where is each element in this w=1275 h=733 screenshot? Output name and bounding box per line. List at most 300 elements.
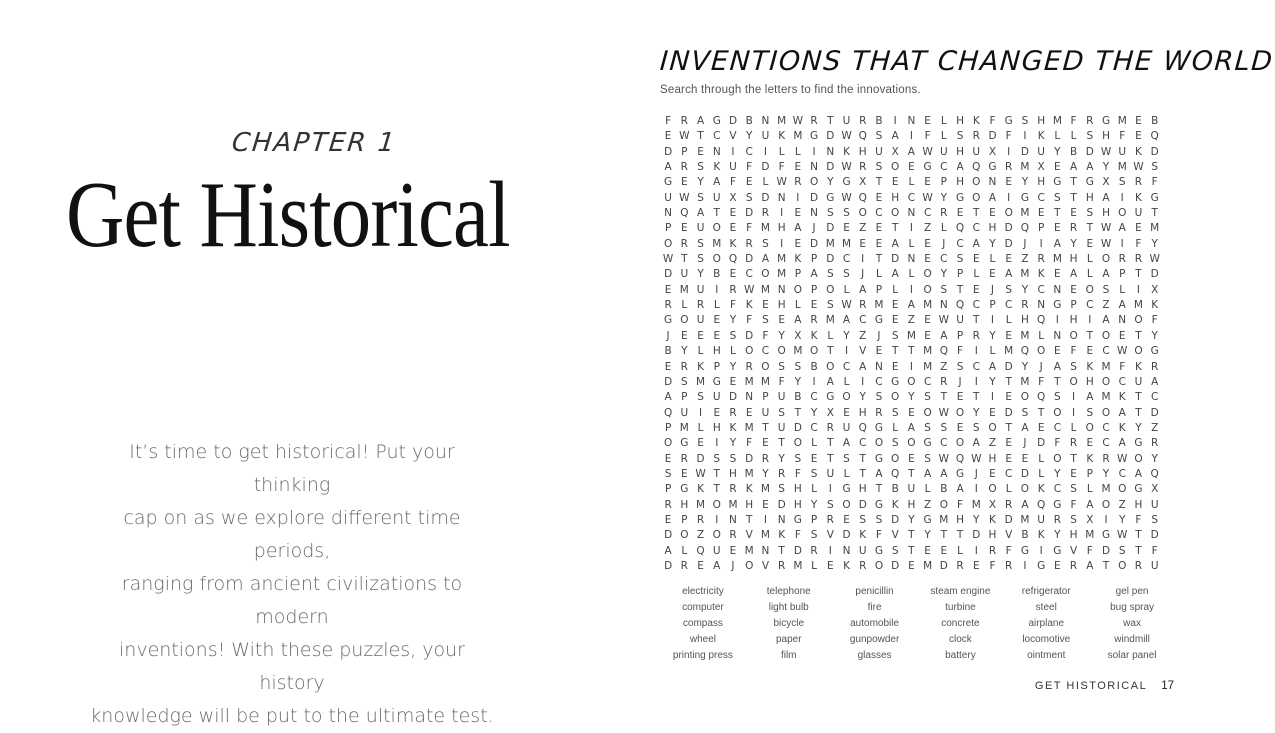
grid-letter: K (810, 329, 818, 342)
grid-letter: F (989, 115, 996, 127)
grid-letter: E (843, 406, 850, 419)
grid-letter: E (859, 237, 867, 250)
grid-letter: O (777, 345, 786, 358)
grid-letter: D (745, 329, 754, 342)
grid-letter: M (1020, 268, 1030, 281)
grid-letter: M (939, 513, 949, 526)
grid-letter: B (940, 483, 948, 496)
grid-row (660, 221, 1163, 236)
grid-letter: P (681, 391, 688, 404)
grid-letter: T (956, 529, 964, 542)
grid-letter: A (664, 161, 672, 174)
grid-letter: I (974, 375, 978, 388)
grid-letter: M (744, 375, 754, 388)
grid-letter: E (956, 391, 964, 404)
grid-letter: E (1005, 437, 1013, 450)
grid-letter: S (859, 513, 867, 526)
grid-letter: E (810, 452, 818, 465)
grid-letter: Y (1102, 467, 1110, 480)
grid-letter: K (1086, 452, 1094, 465)
grid-letter: S (794, 452, 802, 465)
grid-letter: R (680, 452, 688, 465)
grid-letter: F (1086, 544, 1093, 557)
grid-letter: U (875, 145, 883, 158)
grid-letter: Q (1150, 130, 1159, 143)
grid-letter: M (712, 237, 722, 250)
grid-letter: O (988, 483, 997, 496)
grid-letter: E (1005, 176, 1013, 189)
grid-letter: R (940, 207, 948, 220)
grid-letter: I (909, 360, 913, 373)
grid-letter: U (680, 406, 689, 419)
grid-letter: Y (973, 406, 980, 419)
grid-letter: D (728, 115, 738, 127)
grid-letter: R (1053, 513, 1061, 526)
grid-letter: W (744, 283, 755, 296)
grid-letter: L (713, 299, 720, 312)
grid-letter: F (989, 559, 996, 572)
grid-letter: S (843, 207, 850, 220)
grid-letter: D (793, 421, 802, 434)
grid-letter: H (956, 513, 964, 526)
grid-letter: A (1118, 437, 1126, 450)
grid-letter: G (874, 498, 884, 511)
grid-letter: Z (859, 222, 867, 235)
grid-letter: N (664, 207, 673, 220)
grid-letter: D (1004, 222, 1013, 235)
grid-letter: E (664, 283, 672, 296)
grid-letter: X (1037, 161, 1045, 174)
grid-letter: W (922, 145, 933, 158)
grid-letter: W (1100, 237, 1112, 250)
grid-letter: D (664, 268, 673, 281)
grid-letter: N (761, 544, 770, 557)
grid-letter: O (761, 268, 770, 281)
grid-letter: A (859, 283, 867, 296)
grid-letter: S (875, 130, 883, 143)
grid-letter: D (939, 559, 948, 572)
grid-letter: S (875, 391, 883, 404)
grid-letter: E (989, 406, 996, 419)
grid-letter: I (715, 437, 719, 450)
grid-letter: W (1100, 222, 1112, 235)
grid-letter: A (1086, 559, 1094, 572)
grid-letter: A (924, 467, 932, 480)
grid-letter: J (731, 559, 735, 572)
grid-letter: E (1086, 237, 1094, 250)
grid-letter: C (1102, 437, 1110, 450)
grid-letter: K (1135, 191, 1142, 204)
grid-letter: P (940, 176, 947, 189)
grid-letter: L (940, 130, 947, 143)
grid-letter: M (1101, 483, 1111, 496)
grid-letter: D (664, 145, 673, 158)
grid-row (660, 145, 1163, 160)
grid-letter: G (712, 375, 721, 388)
grid-letter: A (1021, 498, 1029, 511)
grid-row (660, 467, 1163, 482)
grid-letter: K (859, 529, 867, 542)
grid-letter: W (841, 130, 852, 143)
grid-letter: F (778, 375, 785, 388)
grid-letter: M (1150, 222, 1160, 235)
grid-letter: O (761, 360, 770, 373)
grid-letter: I (909, 222, 913, 235)
grid-letter: H (1037, 176, 1046, 189)
grid-letter: C (940, 253, 948, 266)
grid-letter: D (664, 559, 673, 572)
grid-letter: E (794, 161, 802, 174)
grid-letter: Y (729, 360, 737, 373)
grid-letter: A (940, 329, 948, 342)
word-list-item: bicycle (773, 618, 805, 629)
grid-letter: C (907, 191, 916, 204)
grid-letter: O (858, 207, 867, 220)
grid-letter: O (1118, 483, 1127, 496)
grid-letter: A (1118, 406, 1126, 419)
grid-letter: F (1038, 375, 1045, 388)
grid-letter: U (1118, 145, 1127, 158)
grid-letter: S (1021, 115, 1029, 127)
grid-letter: O (745, 559, 754, 572)
grid-letter: O (1118, 207, 1127, 220)
grid-letter: K (729, 237, 737, 250)
grid-row (660, 329, 1163, 344)
grid-letter: S (697, 161, 704, 174)
grid-letter: Q (955, 222, 965, 235)
grid-letter: D (728, 391, 738, 404)
grid-letter: J (861, 268, 865, 281)
grid-letter: E (713, 406, 721, 419)
grid-letter: E (713, 314, 721, 327)
grid-letter: T (908, 467, 915, 480)
grid-letter: T (973, 314, 980, 327)
grid-letter: T (1135, 268, 1142, 281)
grid-letter: W (1133, 161, 1144, 174)
grid-row (660, 283, 1163, 298)
grid-letter: H (1020, 314, 1029, 327)
grid-letter: Q (1150, 467, 1159, 480)
grid-letter: R (696, 299, 705, 312)
grid-letter: C (1086, 299, 1094, 312)
grid-letter: Y (1021, 176, 1029, 189)
grid-letter: T (859, 467, 866, 480)
grid-letter: L (957, 544, 963, 557)
grid-letter: I (796, 191, 800, 204)
grid-letter: T (1135, 544, 1142, 557)
grid-letter: C (859, 314, 867, 327)
grid-letter: F (1135, 513, 1142, 526)
grid-letter: O (1004, 207, 1013, 220)
grid-letter: Y (989, 375, 996, 388)
grid-letter: Z (859, 329, 867, 342)
grid-letter: L (989, 345, 996, 358)
grid-letter: Y (729, 314, 737, 327)
grid-letter: D (810, 191, 819, 204)
grid-letter: T (1054, 375, 1061, 388)
chapter-label: CHAPTER 1 (230, 128, 398, 158)
grid-letter: G (923, 513, 932, 526)
grid-letter: N (729, 513, 737, 526)
grid-letter: M (971, 498, 981, 511)
grid-letter: D (745, 253, 754, 266)
grid-letter: D (761, 161, 770, 174)
grid-letter: M (1020, 513, 1030, 526)
grid-letter: P (681, 145, 688, 158)
grid-letter: T (1070, 452, 1077, 465)
grid-letter: U (712, 391, 721, 404)
grid-letter: Y (989, 237, 996, 250)
grid-letter: D (1004, 406, 1013, 419)
grid-letter: L (1054, 130, 1061, 143)
grid-letter: T (1005, 421, 1012, 434)
grid-letter: M (923, 360, 933, 373)
grid-letter: P (810, 513, 818, 526)
grid-letter: Z (1151, 421, 1159, 434)
grid-letter: R (761, 207, 770, 220)
grid-letter: X (988, 145, 997, 158)
grid-letter: A (696, 115, 705, 127)
grid-letter: I (715, 513, 719, 526)
grid-letter: A (1086, 391, 1094, 404)
grid-letter: A (696, 207, 705, 220)
grid-letter: B (1151, 115, 1159, 127)
grid-row (660, 513, 1163, 528)
grid-letter: E (826, 559, 834, 572)
grid-letter: A (891, 130, 899, 143)
grid-letter: A (1118, 222, 1126, 235)
grid-letter: Q (891, 467, 900, 480)
grid-letter: A (859, 360, 867, 373)
grid-letter: T (908, 544, 915, 557)
grid-letter: S (1086, 406, 1094, 419)
grid-letter: V (745, 529, 753, 542)
grid-row (660, 406, 1163, 421)
grid-letter: D (1037, 437, 1046, 450)
grid-letter: I (1023, 130, 1027, 143)
grid-letter: L (681, 544, 688, 557)
grid-letter: A (972, 237, 980, 250)
grid-letter: A (1005, 268, 1013, 281)
grid-letter: Q (696, 544, 705, 557)
grid-letter: I (974, 483, 978, 496)
word-list-item: wax (1123, 618, 1141, 629)
grid-letter: C (745, 145, 753, 158)
grid-letter: O (1101, 498, 1111, 511)
grid-letter: E (891, 176, 899, 189)
grid-letter: S (891, 329, 899, 342)
grid-letter: Y (1021, 360, 1029, 373)
grid-letter: R (777, 467, 786, 480)
grid-letter: S (956, 130, 964, 143)
grid-letter: M (923, 559, 933, 572)
grid-letter: Y (1054, 145, 1061, 158)
grid-letter: E (972, 559, 980, 572)
grid-letter: V (761, 559, 770, 572)
grid-letter: H (1069, 314, 1078, 327)
grid-letter: S (1070, 483, 1077, 496)
grid-letter: Y (908, 391, 915, 404)
grid-letter: E (1054, 161, 1061, 174)
grid-letter: H (858, 483, 867, 496)
grid-letter: E (729, 207, 737, 220)
grid-letter: M (777, 253, 787, 266)
grid-letter: E (681, 467, 688, 480)
grid-letter: W (792, 115, 804, 127)
grid-letter: A (1053, 237, 1061, 250)
grid-letter: I (1136, 283, 1140, 296)
grid-letter: E (681, 329, 688, 342)
grid-letter: C (875, 375, 883, 388)
grid-letter: K (697, 360, 704, 373)
grid-letter: G (874, 544, 884, 557)
grid-letter: V (1005, 529, 1013, 542)
grid-letter: H (729, 467, 737, 480)
grid-letter: Y (1151, 237, 1158, 250)
grid-letter: S (1102, 283, 1110, 296)
grid-letter: D (1150, 529, 1159, 542)
grid-letter: N (826, 145, 835, 158)
grid-letter: R (680, 237, 688, 250)
grid-letter: A (664, 391, 672, 404)
grid-letter: A (1151, 375, 1159, 388)
grid-letter: D (1004, 513, 1013, 526)
grid-letter: D (793, 544, 802, 557)
grid-letter: E (794, 237, 802, 250)
grid-letter: P (713, 360, 720, 373)
intro-line: cap on as we explore different time periods, (123, 507, 461, 562)
grid-letter: M (825, 314, 835, 327)
grid-letter: R (680, 161, 688, 174)
grid-letter: H (777, 222, 786, 235)
grid-letter: D (826, 161, 835, 174)
grid-letter: F (924, 130, 931, 143)
grid-letter: E (924, 314, 931, 327)
grid-letter: C (956, 237, 964, 250)
grid-letter: N (777, 191, 786, 204)
grid-letter: C (1102, 345, 1110, 358)
grid-letter: P (956, 268, 964, 281)
grid-letter: E (1086, 345, 1094, 358)
grid-letter: H (956, 115, 964, 127)
grid-letter: E (697, 329, 704, 342)
grid-letter: S (778, 360, 785, 373)
grid-letter: C (875, 207, 883, 220)
grid-letter: T (1054, 207, 1061, 220)
grid-letter: O (745, 345, 754, 358)
grid-letter: O (1069, 375, 1078, 388)
grid-letter: A (1069, 161, 1078, 174)
grid-letter: U (729, 161, 737, 174)
grid-letter: Q (1020, 222, 1030, 235)
grid-letter: Q (680, 207, 689, 220)
grid-row (660, 175, 1163, 190)
grid-letter: Z (1021, 253, 1029, 266)
grid-letter: Y (859, 391, 866, 404)
grid-letter: O (1085, 421, 1094, 434)
grid-letter: W (938, 314, 950, 327)
grid-letter: A (940, 467, 948, 480)
grid-letter: T (778, 544, 785, 557)
grid-letter: F (794, 467, 801, 480)
grid-letter: U (761, 130, 770, 143)
grid-letter: R (761, 452, 770, 465)
grid-letter: U (680, 268, 689, 281)
word-list-item: automobile (850, 618, 900, 629)
grid-letter: D (988, 130, 997, 143)
grid-letter: I (1072, 391, 1076, 404)
word-search-grid (660, 114, 1163, 574)
grid-letter: Q (1037, 391, 1046, 404)
grid-letter: Y (940, 191, 948, 204)
grid-letter: G (1150, 345, 1159, 358)
grid-letter: E (843, 222, 850, 235)
grid-letter: C (810, 391, 818, 404)
grid-letter: O (842, 498, 851, 511)
grid-letter: L (1070, 421, 1077, 434)
grid-letter: O (907, 437, 916, 450)
grid-letter: P (1070, 299, 1077, 312)
grid-letter: D (826, 253, 835, 266)
running-head: GET HISTORICAL (1034, 680, 1148, 692)
grid-letter: E (891, 314, 899, 327)
grid-letter: H (793, 483, 802, 496)
grid-letter: B (1069, 145, 1078, 158)
grid-letter: A (988, 191, 997, 204)
grid-letter: S (778, 483, 785, 496)
grid-letter: T (745, 513, 753, 526)
grid-letter: S (1118, 176, 1126, 189)
grid-letter: S (940, 283, 948, 296)
grid-letter: U (696, 283, 705, 296)
intro-line: knowledge will be put to the ultimate test. (90, 705, 494, 727)
grid-letter: C (1053, 421, 1062, 434)
grid-letter: L (1119, 283, 1126, 296)
grid-letter: L (730, 345, 736, 358)
grid-letter: O (891, 161, 900, 174)
grid-letter: I (1088, 314, 1092, 327)
grid-letter: B (664, 345, 672, 358)
intro-line: It’s time to get historical! Put your thinking (129, 441, 455, 496)
grid-letter: I (812, 375, 816, 388)
grid-letter: S (891, 544, 899, 557)
grid-letter: U (1150, 559, 1159, 572)
word-list-item: windmill (1114, 634, 1150, 645)
grid-letter: C (972, 360, 980, 373)
grid-letter: Y (778, 452, 785, 465)
grid-letter: Q (858, 421, 867, 434)
grid-letter: L (697, 421, 704, 434)
grid-letter: T (875, 176, 883, 189)
grid-letter: S (891, 437, 899, 450)
grid-letter: S (664, 467, 672, 480)
grid-letter: N (907, 207, 916, 220)
grid-letter: V (826, 529, 834, 542)
grid-letter: M (728, 498, 738, 511)
grid-letter: O (955, 437, 965, 450)
grid-letter: I (844, 345, 849, 358)
grid-letter: F (1070, 115, 1077, 127)
grid-row (660, 421, 1163, 436)
grid-letter: C (1005, 467, 1013, 480)
grid-letter: O (1020, 391, 1030, 404)
grid-letter: E (1005, 391, 1013, 404)
grid-letter: U (842, 115, 851, 127)
grid-letter: W (776, 176, 787, 189)
grid-letter: R (956, 559, 964, 572)
grid-letter: N (875, 360, 883, 373)
grid-letter: O (826, 360, 835, 373)
